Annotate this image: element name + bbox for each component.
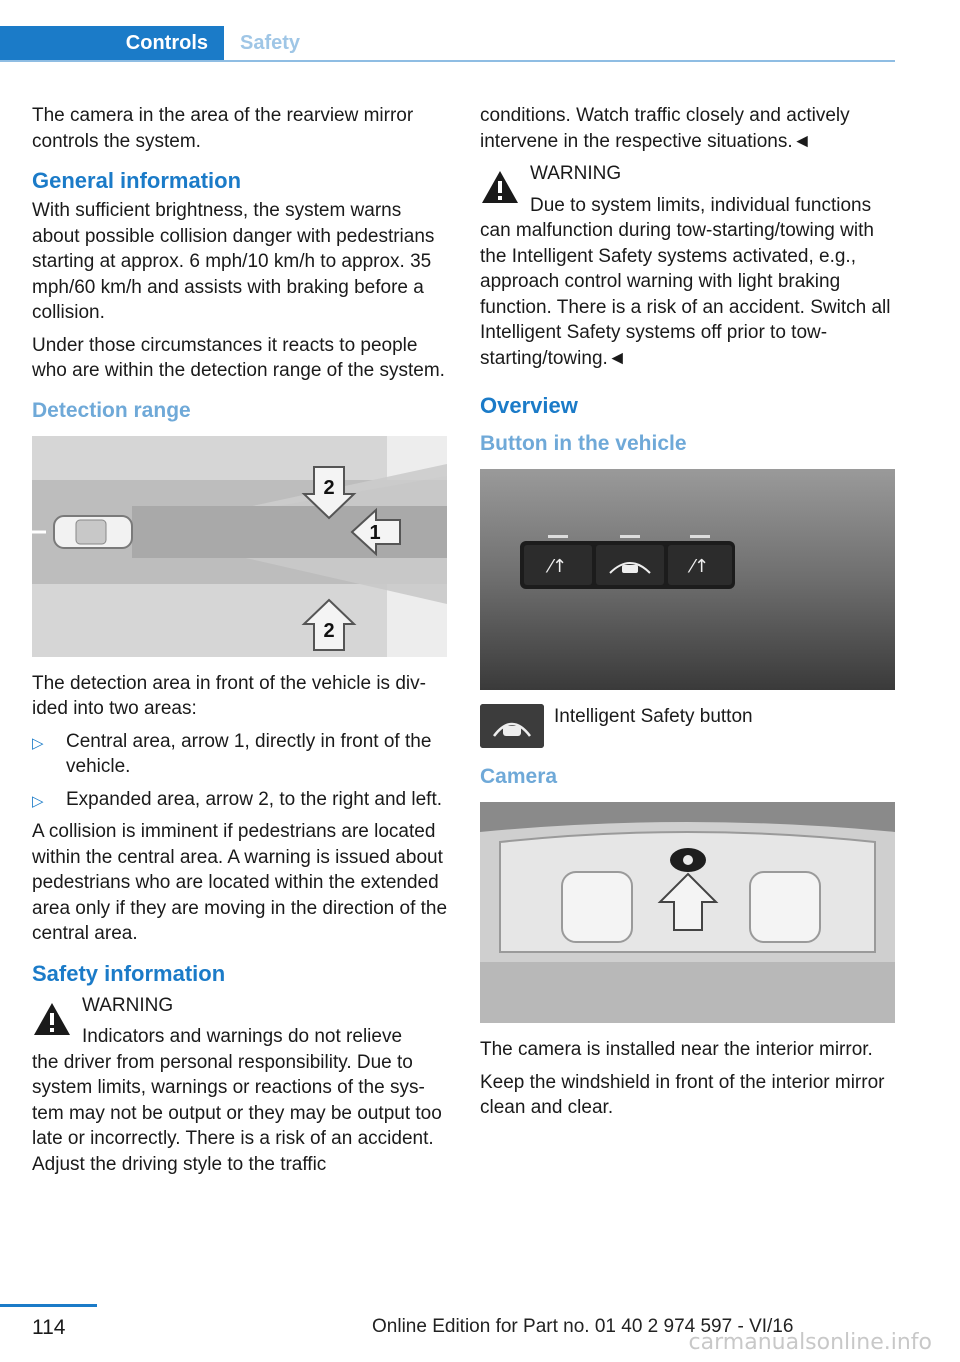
safety-information-heading: Safety information — [32, 960, 226, 986]
warning-text: the driver from personal responsibility. Due to system limits, warnings or reactions of the system may not be output or they may be output too late or incorrectly. There is a risk of an accident. Adjust the driving style to the traffic — [32, 1051, 442, 1175]
warning-text: can malfunction during tow-starting/towing with the Intelligent Safety systems activated, e.g., approach control warning with light braking function. There is a risk of an accident. Switch all Intelligent Safety systems off prior to tow-starting/towing.◄ — [480, 220, 891, 369]
warning-text-first-line: Due to system limits, individual functions — [530, 194, 872, 216]
detection-range-heading: Detection range — [32, 398, 191, 422]
svg-text:⁄↑: ⁄↑ — [690, 556, 710, 577]
general-paragraph-2: Under those circumstances it reacts to people who are within the detection range of the system. — [32, 334, 445, 381]
overhead-console-image — [480, 469, 895, 690]
section-tabbar — [0, 26, 895, 62]
intelligent-safety-button-icon — [480, 704, 544, 748]
list-item — [32, 787, 448, 813]
button-caption-row — [480, 704, 896, 748]
continued-text: conditions. Watch traffic closely and actively intervene in the respective situations.◄ — [480, 105, 850, 152]
detection-range-figure — [32, 436, 447, 657]
button-caption: Intelligent Safety button — [554, 706, 753, 727]
page-number: 114 — [32, 1316, 66, 1339]
detection-paragraph-1: The detection area in front of the vehicle is divided into two areas: — [32, 672, 426, 719]
left-column — [32, 103, 448, 1183]
list-item-text: Expanded area, arrow 2, to the right and left. — [66, 788, 443, 810]
edition-text: Online Edition for Part no. 01 40 2 974 597 - VI/16 — [372, 1316, 794, 1337]
list-item-text: Central area, arrow 1, directly in front of the vehicle. — [66, 730, 432, 777]
button-in-vehicle-heading: Button in the vehicle — [480, 432, 687, 455]
tab-controls[interactable]: Controls — [0, 26, 224, 60]
footer-accent-line — [0, 1304, 97, 1307]
warning-block-right — [480, 161, 896, 371]
arrow-label-2-top: 2 — [323, 476, 335, 499]
warning-title: WARNING — [530, 163, 622, 184]
detection-range-diagram — [32, 436, 447, 657]
general-paragraph-1: With sufficient brightness, the system warns about possible collision danger with pedestrians starting at approx. 6 mph/10 km/h to approx. 35 mph/60 km/h and assists with braking before a collision. — [32, 200, 435, 323]
detection-paragraph-2: A collision is imminent if pedestrians are located within the central area. A warning is issued about pedestrians who are located within the extended area only if they are moving in the direction of the central area. — [32, 821, 448, 944]
general-information-heading: General information — [32, 168, 242, 193]
warning-triangle-icon — [480, 169, 520, 205]
button-photo — [480, 469, 895, 690]
camera-paragraph-2: Keep the windshield in front of the interior mirror clean and clear. — [480, 1071, 885, 1118]
warning-triangle-icon — [32, 1001, 72, 1037]
tab-underline — [0, 60, 895, 62]
warning-block-left — [32, 993, 448, 1178]
camera-heading: Camera — [480, 765, 558, 788]
list-item — [32, 729, 448, 780]
triangle-bullet-icon: ▷ — [32, 734, 44, 752]
svg-text:⁄↑: ⁄↑ — [548, 556, 568, 577]
camera-paragraph-1: The camera is installed near the interior mirror. — [480, 1039, 873, 1060]
arrow-label-2-bottom: 2 — [323, 619, 335, 642]
warning-text-first-line: Indicators and warnings do not relieve — [82, 1026, 403, 1047]
intro-text: The camera in the area of the rearview mirror controls the system. — [32, 105, 414, 152]
tab-safety[interactable]: Safety — [240, 31, 301, 54]
overview-heading: Overview — [480, 393, 578, 418]
detection-area-list — [32, 729, 448, 813]
warning-title: WARNING — [82, 994, 174, 1016]
triangle-bullet-icon: ▷ — [32, 792, 44, 810]
arrow-label-1: 1 — [369, 521, 381, 544]
camera-photo — [480, 802, 895, 1023]
watermark: carmanualsonline.info — [688, 1330, 932, 1355]
right-column — [480, 103, 896, 1128]
windshield-camera-image — [480, 802, 895, 1023]
